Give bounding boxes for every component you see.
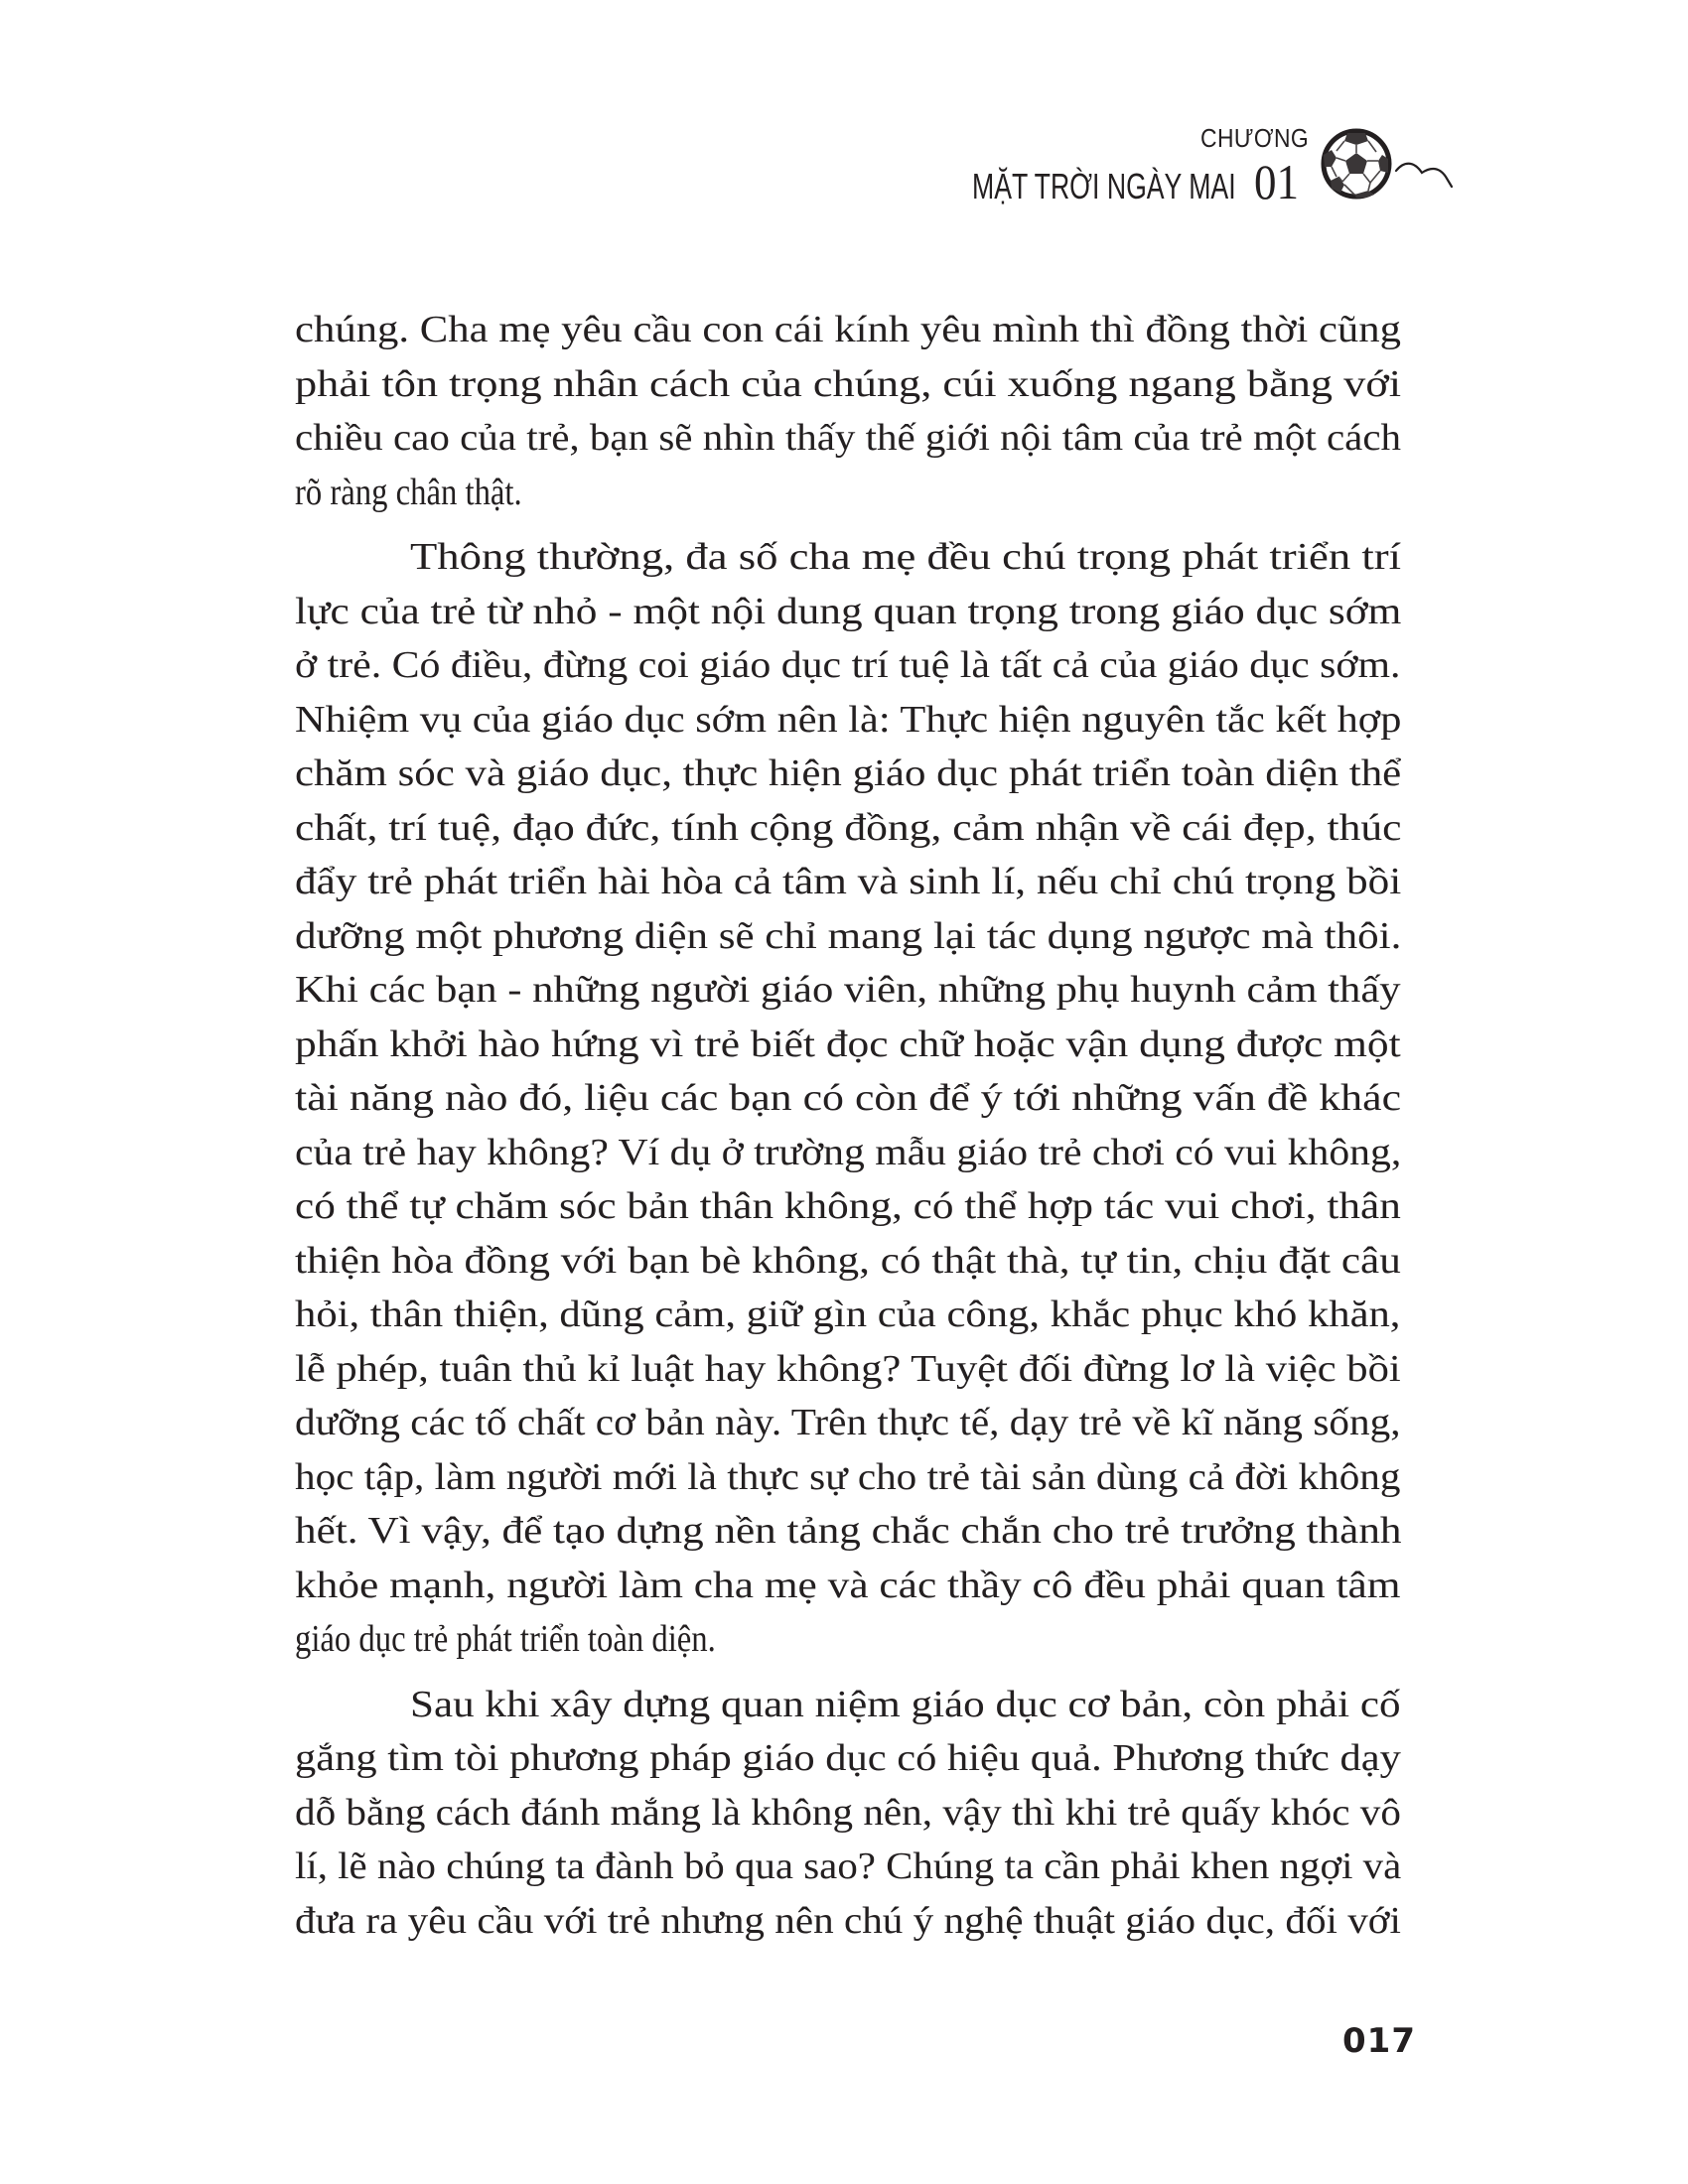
- text-line-content: Thông thường, đa số cha mẹ đều chú trọng phát triển trí: [410, 536, 1402, 578]
- soccer-ball-icon: [1317, 125, 1466, 205]
- text-line: [295, 1288, 1401, 1342]
- text-line-content: thiện hòa đồng với bạn bè không, có thật thà, tự tin, chịu đặt câu: [295, 1239, 1401, 1282]
- text-line: [295, 1678, 1401, 1732]
- text-line-content: đẩy trẻ phát triển hài hòa cả tâm và sinh lí, nếu chỉ chú trọng bồi: [295, 861, 1402, 902]
- text-line: [295, 1342, 1401, 1397]
- text-line-content: gắng tìm tòi phương pháp giáo dục có hiệu quả. Phương thức dạy: [295, 1737, 1401, 1779]
- text-line: [295, 466, 1401, 520]
- text-line-content: hết. Vì vậy, để tạo dựng nền tảng chắc chắn cho trẻ trưởng thành: [295, 1510, 1402, 1552]
- text-line-content: phải tôn trọng nhân cách của chúng, cúi xuống ngang bằng với: [295, 362, 1402, 405]
- text-line: [295, 1559, 1401, 1613]
- text-line: [295, 357, 1401, 412]
- paragraph: [295, 303, 1401, 519]
- text-line-content: hỏi, thân thiện, dũng cảm, giữ gìn của công, khắc phục khó khăn,: [295, 1294, 1401, 1335]
- text-line-content: chiều cao của trẻ, bạn sẽ nhìn thấy thế giới nội tâm của trẻ một cách: [295, 417, 1402, 459]
- text-line-content: Nhiệm vụ của giáo dục sớm nên là: Thực hiện nguyên tắc kết hợp: [295, 698, 1402, 741]
- text-line: [295, 1731, 1401, 1786]
- text-line: [295, 638, 1401, 693]
- text-line-content: chúng. Cha mẹ yêu cầu con cái kính yêu mình thì đồng thời cũng: [295, 309, 1401, 350]
- text-line-content: của trẻ hay không? Ví dụ ở trường mẫu giáo trẻ chơi có vui không,: [295, 1131, 1402, 1173]
- text-line: [295, 303, 1401, 357]
- text-line-content: có thể tự chăm sóc bản thân không, có thể hợp tác vui chơi, thân: [295, 1185, 1401, 1227]
- text-line: [295, 411, 1401, 466]
- text-line: [295, 747, 1401, 801]
- text-line-content: ở trẻ. Có điều, đừng coi giáo dục trí tuệ là tất cả của giáo dục sớm.: [295, 644, 1401, 686]
- text-line-content: Khi các bạn - những người giáo viên, những phụ huynh cảm thấy: [295, 969, 1401, 1011]
- text-line-content: giáo dục trẻ phát triển toàn diện.: [295, 1618, 716, 1660]
- text-line: [295, 1840, 1401, 1894]
- text-line-content: học tập, làm người mới là thực sự cho trẻ tài sản dùng cả đời không: [295, 1455, 1401, 1498]
- paragraph: [295, 1678, 1401, 1949]
- text-line: [295, 801, 1401, 856]
- text-line: [295, 855, 1401, 909]
- text-line: [295, 585, 1401, 639]
- running-header: [0, 0, 1688, 228]
- text-line: [295, 530, 1401, 585]
- paragraph: [295, 530, 1401, 1667]
- text-line-content: lễ phép, tuân thủ kỉ luật hay không? Tuyệt đối đừng lơ là việc bồi: [295, 1347, 1401, 1390]
- text-line: [295, 693, 1401, 748]
- text-line-content: lực của trẻ từ nhỏ - một nội dung quan trọng trong giáo dục sớm: [295, 590, 1402, 632]
- text-line: [295, 1234, 1401, 1289]
- text-line-content: tài năng nào đó, liệu các bạn có còn để ý tới những vấn đề khác: [295, 1077, 1402, 1119]
- text-line-content: dưỡng một phương diện sẽ chỉ mang lại tác dụng ngược mà thôi.: [295, 914, 1402, 957]
- text-line-content: phấn khởi hào hứng vì trẻ biết đọc chữ hoặc vận dụng được một: [295, 1023, 1401, 1065]
- chapter-title: MẶT TRỜI NGÀY MAI: [972, 166, 1236, 206]
- text-line: [295, 1396, 1401, 1450]
- text-line-content: đưa ra yêu cầu với trẻ nhưng nên chú ý nghệ thuật giáo dục, đối với: [295, 1899, 1401, 1942]
- text-line: [295, 963, 1401, 1018]
- text-line: [295, 909, 1401, 964]
- text-line: [295, 1504, 1401, 1559]
- text-line-content: lí, lẽ nào chúng ta đành bỏ qua sao? Chúng ta cần phải khen ngợi và: [295, 1845, 1402, 1887]
- text-line: [295, 1071, 1401, 1126]
- text-line-content: khỏe mạnh, người làm cha mẹ và các thầy cô đều phải quan tâm: [295, 1564, 1401, 1606]
- text-line-content: dưỡng các tố chất cơ bản này. Trên thực tế, dạy trẻ về kĩ năng sống,: [295, 1402, 1401, 1443]
- text-line: [295, 1612, 1401, 1667]
- text-line: [295, 1179, 1401, 1234]
- text-line-content: rõ ràng chân thật.: [295, 471, 522, 513]
- body-text: [295, 303, 1401, 1959]
- chapter-number: 01: [1254, 154, 1299, 209]
- text-line: [295, 1126, 1401, 1180]
- text-line-content: Sau khi xây dựng quan niệm giáo dục cơ bản, còn phải cố: [410, 1683, 1401, 1725]
- text-line-content: chất, trí tuệ, đạo đức, tính cộng đồng, cảm nhận về cái đẹp, thúc: [295, 806, 1402, 849]
- chapter-label: CHƯƠNG: [1200, 123, 1310, 153]
- text-line: [295, 1450, 1401, 1505]
- text-line: [295, 1786, 1401, 1841]
- text-line: [295, 1018, 1401, 1072]
- text-line-content: chăm sóc và giáo dục, thực hiện giáo dục phát triển toàn diện thể: [295, 752, 1402, 794]
- text-line: [295, 1894, 1401, 1949]
- text-line-content: dỗ bằng cách đánh mắng là không nên, vậy thì khi trẻ quấy khóc vô: [295, 1791, 1401, 1834]
- page-number: 017: [1342, 2021, 1416, 2061]
